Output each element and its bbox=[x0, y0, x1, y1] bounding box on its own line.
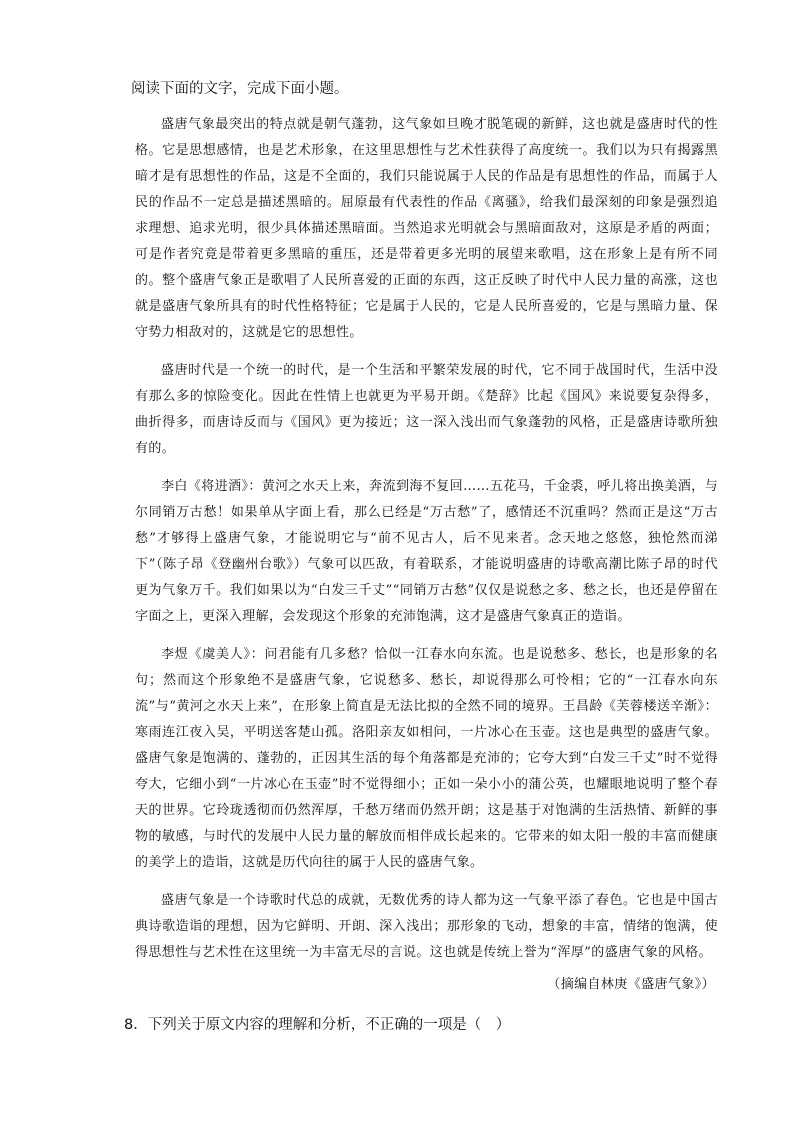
passage-paragraph-4: 李煜《虞美人》：问君能有几多愁？恰似一江春水向东流。也是说愁多、愁长，也是形象的名句；然而这个形象绝不是盛唐气象，它说愁多、愁长，却说得那么可怜相；它的“一江春水向东流”与“黄河之水天上来”，在形象上简直是无法比拟的全然不同的境界。王昌龄《芙蓉楼送辛渐》：寒雨连江夜入吴，平明送客楚山孤。洛阳亲友如相问，一片冰心在玉壶。这也是典型的盛唐气象。盛唐气象是饱满的、蓬勃的，正因其生活的每个角落都是充沛的；它夸大到“白发三千丈”时不觉得夸大，它细小到“一片冰心在玉壶”时不觉得细小；正如一朵小小的蒲公英，也耀眼地说明了整个春天的世界。它玲珑透彻而仍然浑厚，千愁万绪而仍然开朗；这是基于对饱满的生活热情、新鲜的事物的敏感，与时代的发展中人民力量的解放而相伴成长起来的。它带来的如太阳一般的丰富而健康的美学上的造诣，这就是历代向往的属于人民的盛唐气象。 bbox=[135, 647, 718, 870]
passage-paragraph-3: 李白《将进酒》：黄河之水天上来，奔流到海不复回……五花马，千金裘，呼儿将出换美酒，与尔同销万古愁！如果单从字面上看，那么已经是“万古愁”了，感情还不沉重吗？然而正是这“万古愁”才够得上盛唐气象，才能说明它与“前不见古人，后不见来者。念天地之悠悠，独怆然而涕下”（陈子昂《登幽州台歌》）气象可以匹敌，有着联系，才能说明盛唐的诗歌高潮比陈子昂的时代更为气象万千。我们如果以为“白发三千丈”“同销万古愁”仅仅是说愁之多、愁之长，也还是停留在字面之上，更深入理解，会发现这个形象的充沛饱满，这才是盛唐气象真正的造诣。 bbox=[135, 479, 718, 624]
question-8: 8．下列关于原文内容的理解和分析，不正确的一项是（ ） bbox=[124, 1017, 511, 1033]
passage-source: （摘编自林庚《盛唐气象》） bbox=[547, 977, 715, 992]
passage-paragraph-5: 盛唐气象是一个诗歌时代总的成就，无数优秀的诗人都为这一气象平添了春色。它也是中国古典诗歌造诣的理想，因为它鲜明、开朗、深入浅出；那形象的飞动，想象的丰富，情绪的饱满，使得思想性与艺术性在这里统一为丰富无尽的言说。这也就是传统上誉为“浑厚”的盛唐气象的风格。 bbox=[135, 893, 718, 960]
passage-paragraph-2: 盛唐时代是一个统一的时代，是一个生活和平繁荣发展的时代，它不同于战国时代，生活中没有那么多的惊险变化。因此在性情上也就更为平易开朗。《楚辞》比起《国风》来说要复杂得多，曲折得多，而唐诗反而与《国风》更为接近；这一深入浅出而气象蓬勃的风格，正是盛唐诗歌所独有的。 bbox=[135, 363, 718, 456]
reading-instruction: 阅读下面的文字，完成下面小题。 bbox=[131, 81, 349, 97]
reading-passage bbox=[135, 112, 718, 978]
passage-paragraph-1: 盛唐气象最突出的特点就是朝气蓬勃，这气象如旦晚才脱笔砚的新鲜，这也就是盛唐时代的性格。它是思想感情，也是艺术形象，在这里思想性与艺术性获得了高度统一。我们以为只有揭露黑暗才是有思想性的作品，这是不全面的，我们只能说属于人民的作品是有思想性的作品，而属于人民的作品不一定总是描述黑暗的。屈原最有代表性的作品《离骚》，给我们最深刻的印象是强烈追求理想、追求光明，很少具体描述黑暗面。当然追求光明就会与黑暗面敌对，这原是矛盾的两面；可是作者究竟是带着更多黑暗的重压，还是带着更多光明的展望来歌唱，这在形象上是有所不同的。整个盛唐气象正是歌唱了人民所喜爱的正面的东西，这正反映了时代中人民力量的高涨，这也就是盛唐气象所具有的时代性格特征；它是属于人民的，它是人民所喜爱的，它是与黑暗力量、保守势力相敌对的，这就是它的思想性。 bbox=[135, 117, 718, 340]
